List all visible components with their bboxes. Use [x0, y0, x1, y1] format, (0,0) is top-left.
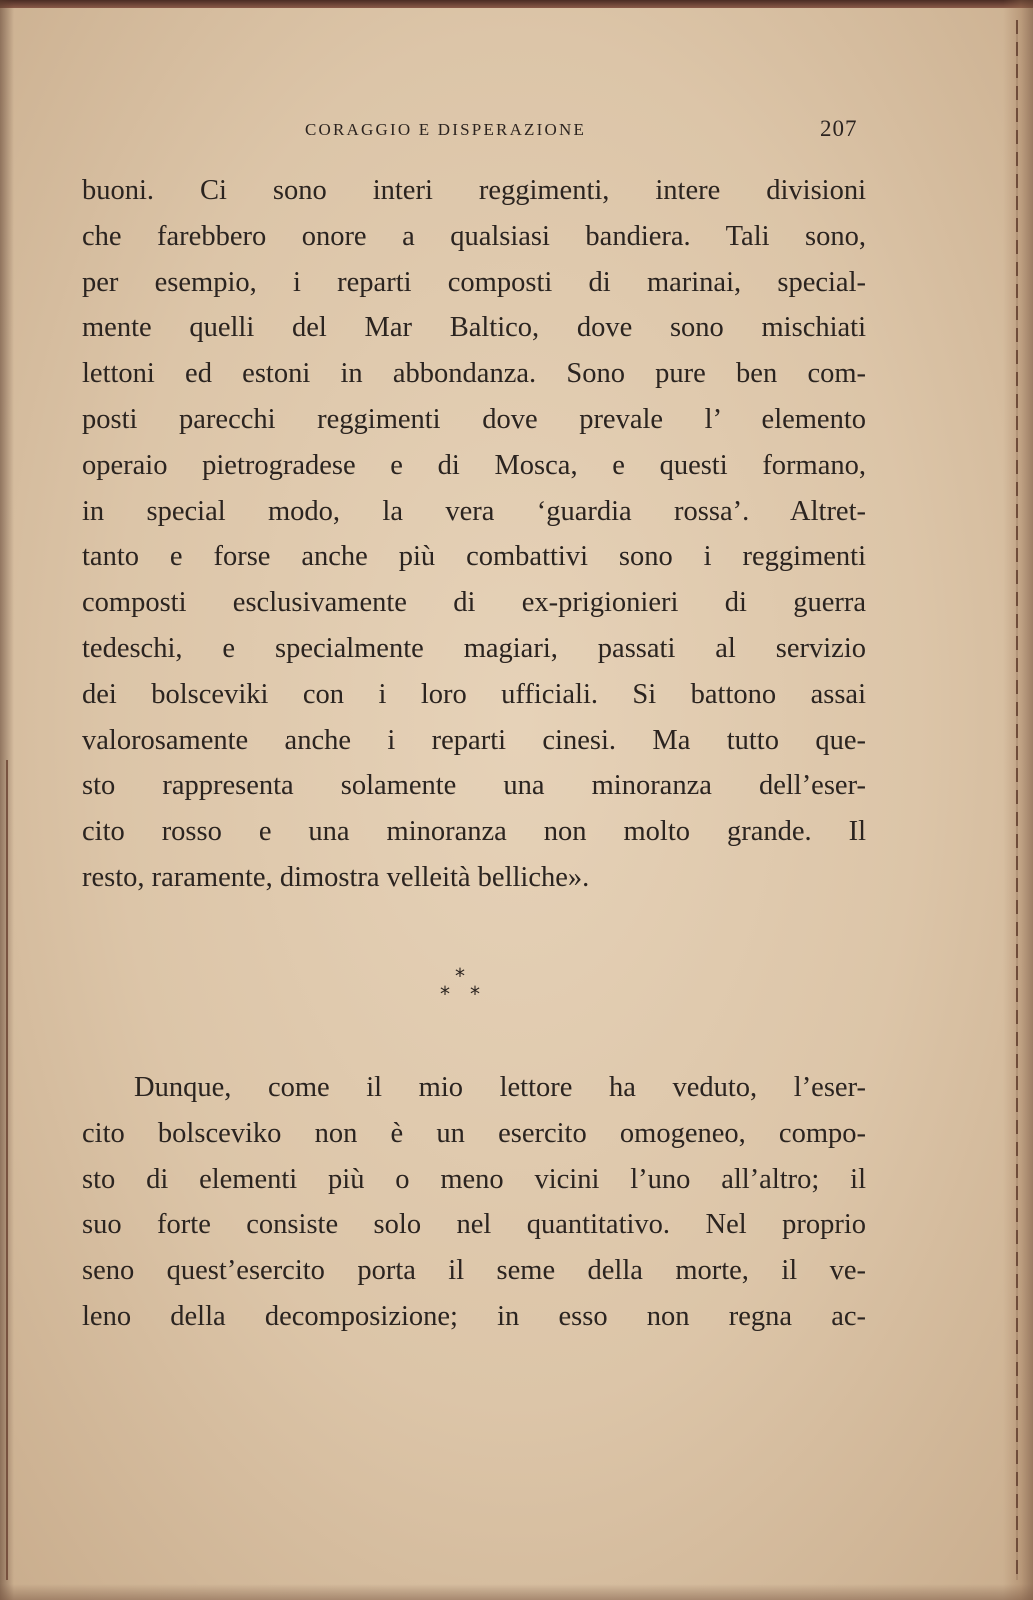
paragraph-1: [82, 168, 866, 901]
page-bottom-edge: [0, 1584, 1033, 1600]
text-line: seno quest’esercito porta il seme della morte, il ve-: [82, 1255, 866, 1287]
text-line: Dunque, come il mio lettore ha veduto, l’eser-: [134, 1072, 866, 1103]
text-line: suo forte consiste solo nel quantitativo. Nel proprio: [82, 1209, 866, 1241]
text-line: lettoni ed estoni in abbondanza. Sono pure ben com-: [82, 358, 866, 390]
asterism-star-top: *: [455, 964, 465, 988]
asterism-star-left: *: [440, 982, 450, 1006]
binding-edge-line: [6, 760, 8, 1580]
text-line: per esempio, i reparti composti di marinai, special-: [82, 266, 866, 298]
asterism-star-right: *: [470, 982, 480, 1006]
text-line: operaio pietrogradese e di Mosca, e questi formano,: [82, 449, 866, 481]
text-line: sto rappresenta solamente una minoranza dell’eser-: [82, 770, 866, 802]
text-line: cito bolsceviko non è un esercito omogeneo, compo-: [82, 1117, 866, 1149]
text-line: leno della decomposizione; in esso non regna ac-: [82, 1300, 866, 1332]
text-line: tanto e forse anche più combattivi sono i reggimenti: [82, 541, 866, 573]
text-line: posti parecchi reggimenti dove prevale l’ elemento: [82, 403, 866, 435]
text-line: dei bolsceviki con i loro ufficiali. Si battono assai: [82, 678, 866, 710]
text-line: resto, raramente, dimostra velleità belliche».: [82, 861, 590, 893]
text-line: in special modo, la vera ‘guardia rossa’. Altret-: [82, 495, 866, 527]
text-line: buoni. Ci sono interi reggimenti, intere divisioni: [82, 175, 866, 206]
text-line: sto di elementi più o meno vicini l’uno all’altro; il: [82, 1163, 866, 1195]
text-line: tedeschi, e specialmente magiari, passati al servizio: [82, 632, 866, 664]
paragraph-2: [82, 1065, 866, 1340]
text-line: mente quelli del Mar Baltico, dove sono mischiati: [82, 312, 866, 344]
text-line: composti esclusivamente di ex-prigionieri di guerra: [82, 587, 866, 619]
text-line: valorosamente anche i reparti cinesi. Ma tutto que-: [82, 724, 866, 756]
page-right-edge: [1003, 0, 1033, 1600]
page-stack-edge: [1016, 20, 1018, 1580]
page-header: [0, 116, 1033, 146]
running-title: CORAGGIO E DISPERAZIONE: [305, 120, 587, 139]
page-top-edge: [0, 0, 1033, 8]
text-line: cito rosso e una minoranza non molto grande. Il: [82, 816, 866, 848]
page-number: 207: [820, 116, 858, 141]
text-line: che farebbero onore a qualsiasi bandiera. Tali sono,: [82, 220, 866, 252]
